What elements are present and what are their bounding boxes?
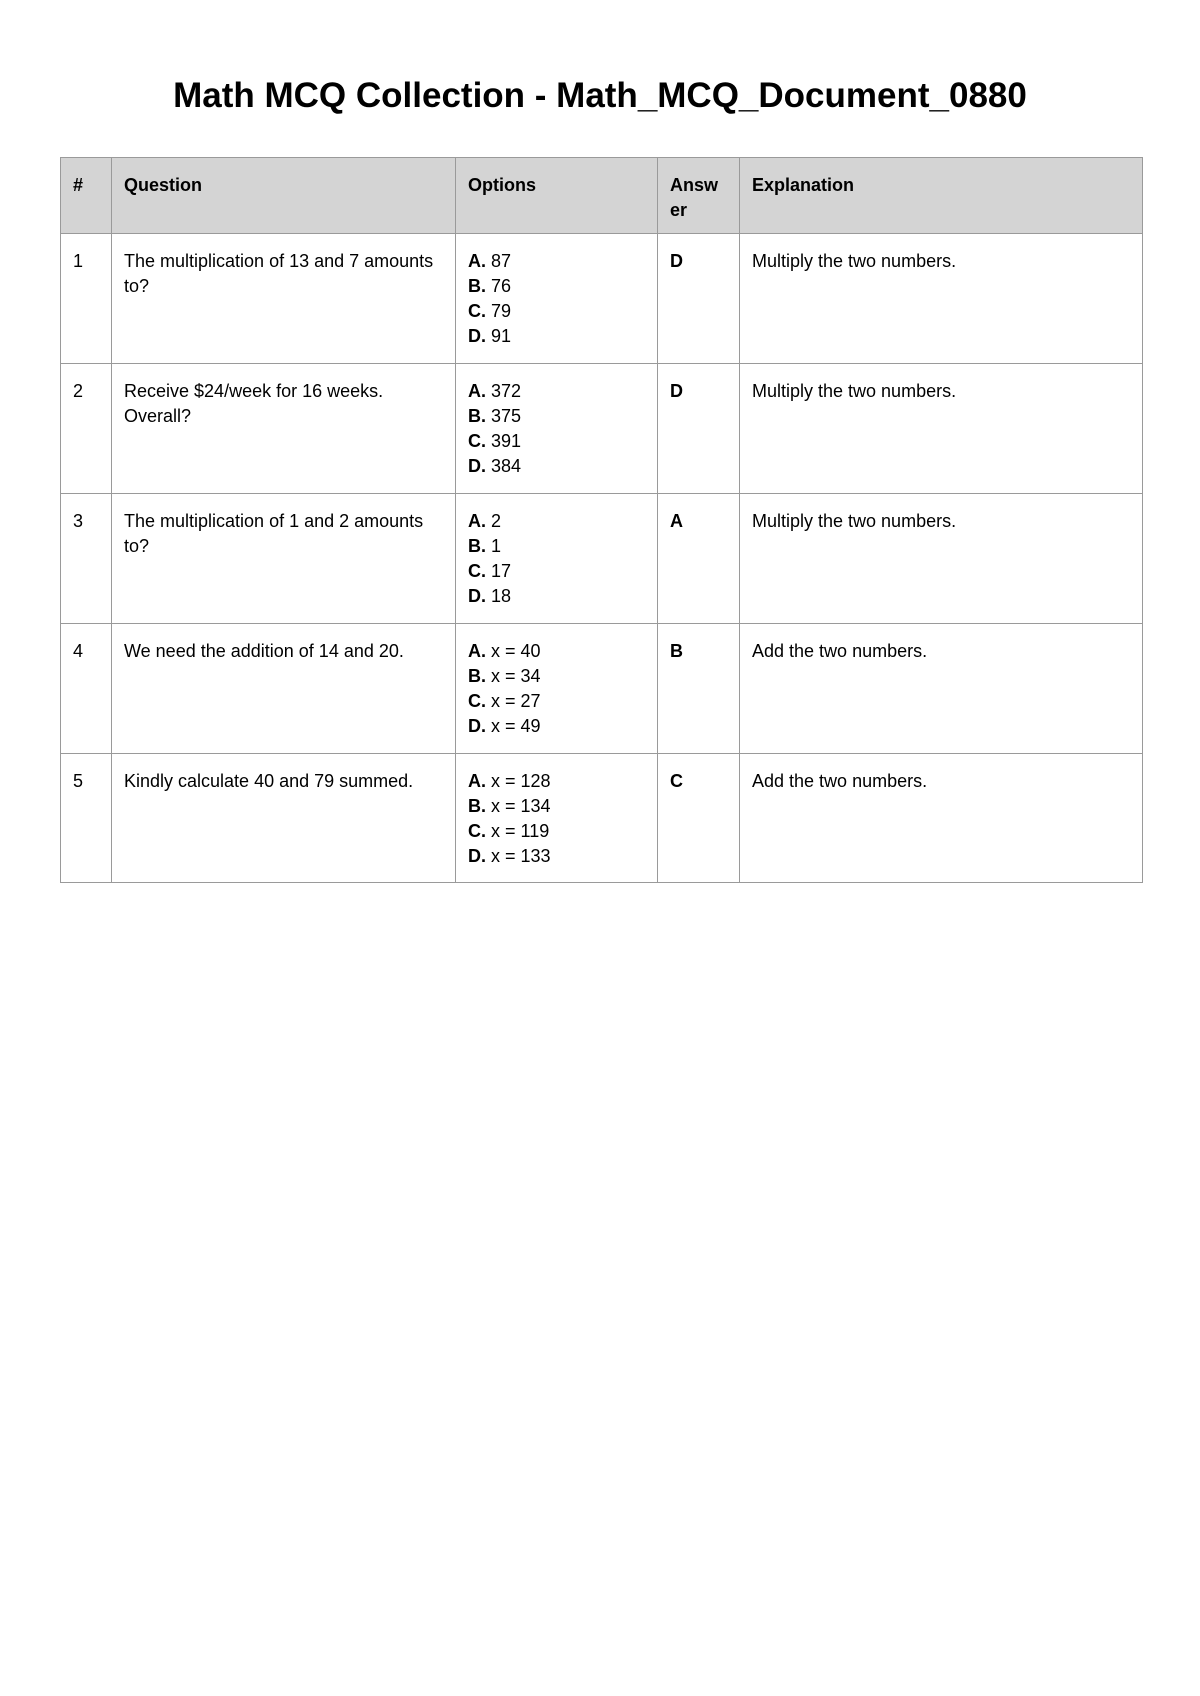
option-d (468, 844, 645, 869)
option-b (468, 664, 645, 689)
option-d (468, 324, 645, 349)
option-d (468, 584, 645, 609)
table-row (61, 624, 1143, 754)
option-letter: A. (468, 381, 486, 401)
question-text: Receive $24/week for 16 weeks. Overall? (112, 364, 456, 494)
option-text: x = 119 (491, 821, 550, 841)
question-number: 3 (61, 494, 112, 624)
options-cell (456, 234, 658, 364)
options-cell (456, 624, 658, 754)
option-c (468, 299, 645, 324)
option-text: 87 (491, 251, 512, 271)
table-header (61, 158, 1143, 234)
option-text: x = 133 (491, 846, 551, 866)
header-explanation: Explanation (740, 158, 1143, 234)
option-d (468, 454, 645, 479)
option-letter: A. (468, 251, 486, 271)
option-letter: A. (468, 771, 486, 791)
option-a (468, 639, 645, 664)
option-letter: A. (468, 511, 486, 531)
header-options: Options (456, 158, 658, 234)
option-text: x = 27 (491, 691, 541, 711)
option-letter: C. (468, 821, 486, 841)
option-text: 375 (491, 406, 522, 426)
option-letter: C. (468, 431, 486, 451)
explanation-cell: Multiply the two numbers. (740, 364, 1143, 494)
question-text: The multiplication of 1 and 2 amounts to? (112, 494, 456, 624)
option-text: 372 (491, 381, 522, 401)
option-text: 1 (491, 536, 502, 556)
option-letter: D. (468, 456, 486, 476)
question-number: 4 (61, 624, 112, 754)
explanation-cell: Multiply the two numbers. (740, 234, 1143, 364)
option-b (468, 274, 645, 299)
header-answer: Answ er (658, 158, 740, 234)
option-text: x = 40 (491, 641, 541, 661)
explanation-cell: Multiply the two numbers. (740, 494, 1143, 624)
header-row (61, 158, 1143, 234)
option-letter: B. (468, 796, 486, 816)
question-text: The multiplication of 13 and 7 amounts to? (112, 234, 456, 364)
answer-cell: C (658, 754, 740, 883)
option-letter: C. (468, 691, 486, 711)
header-number: # (61, 158, 112, 234)
option-text: 18 (491, 586, 512, 606)
option-letter: D. (468, 586, 486, 606)
options-cell (456, 364, 658, 494)
explanation-cell: Add the two numbers. (740, 624, 1143, 754)
question-text: We need the addition of 14 and 20. (112, 624, 456, 754)
option-b (468, 794, 645, 819)
answer-cell: D (658, 364, 740, 494)
option-text: 76 (491, 276, 512, 296)
option-text: x = 34 (491, 666, 541, 686)
option-text: 391 (491, 431, 522, 451)
option-c (468, 429, 645, 454)
answer-cell: A (658, 494, 740, 624)
option-letter: D. (468, 716, 486, 736)
option-b (468, 534, 645, 559)
question-number: 2 (61, 364, 112, 494)
option-a (468, 769, 645, 794)
option-text: 2 (491, 511, 502, 531)
document-title: Math MCQ Collection - Math_MCQ_Document_0880 (173, 76, 1027, 115)
option-letter: A. (468, 641, 486, 661)
table-row (61, 364, 1143, 494)
option-text: 91 (491, 326, 512, 346)
options-cell (456, 754, 658, 883)
option-letter: D. (468, 846, 486, 866)
option-text: x = 134 (491, 796, 551, 816)
option-c (468, 559, 645, 584)
table-row (61, 754, 1143, 883)
option-letter: C. (468, 301, 486, 321)
question-text: Kindly calculate 40 and 79 summed. (112, 754, 456, 883)
option-text: x = 49 (491, 716, 541, 736)
option-b (468, 404, 645, 429)
mcq-table (60, 157, 1143, 883)
option-d (468, 714, 645, 739)
option-a (468, 379, 645, 404)
option-letter: B. (468, 276, 486, 296)
header-question: Question (112, 158, 456, 234)
option-a (468, 509, 645, 534)
option-a (468, 249, 645, 274)
option-c (468, 819, 645, 844)
option-letter: B. (468, 536, 486, 556)
option-text: 79 (491, 301, 512, 321)
option-text: 384 (491, 456, 522, 476)
option-letter: D. (468, 326, 486, 346)
option-c (468, 689, 645, 714)
question-number: 1 (61, 234, 112, 364)
option-text: x = 128 (491, 771, 551, 791)
option-letter: B. (468, 406, 486, 426)
options-cell (456, 494, 658, 624)
table-row (61, 234, 1143, 364)
answer-cell: B (658, 624, 740, 754)
option-letter: C. (468, 561, 486, 581)
table-row (61, 494, 1143, 624)
option-letter: B. (468, 666, 486, 686)
option-text: 17 (491, 561, 512, 581)
explanation-cell: Add the two numbers. (740, 754, 1143, 883)
table-body (61, 234, 1143, 883)
question-number: 5 (61, 754, 112, 883)
answer-cell: D (658, 234, 740, 364)
